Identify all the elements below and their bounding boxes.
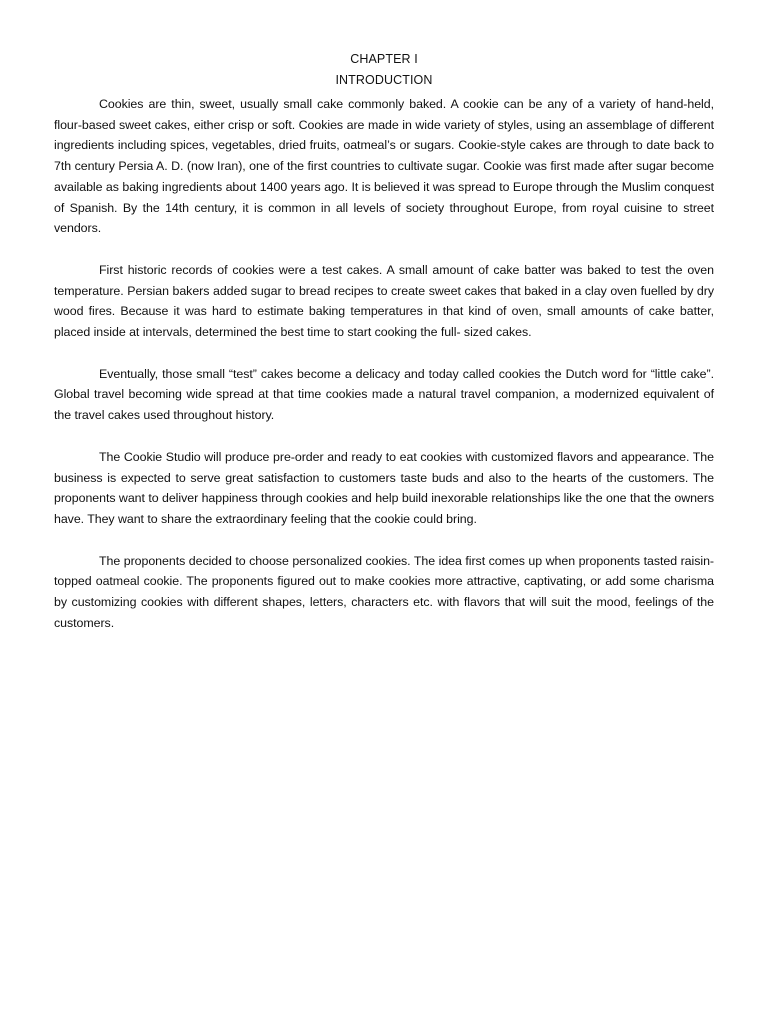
paragraph-personalized-cookies: The proponents decided to choose personalized cookies. The idea first comes up when proponents tasted raisin-topped oatmeal cookie. The proponents figured out to make cookies more attractive, captivating, or add some charisma by customizing cookies with different shapes, letters, characters etc. with flavors that will suit the mood, feelings of the customers. — [54, 553, 714, 630]
section-title: INTRODUCTION — [335, 73, 433, 87]
chapter-heading: CHAPTER I — [350, 52, 418, 66]
paragraph-origins: Cookies are thin, sweet, usually small cake commonly baked. A cookie can be any of a variety of hand-held, flour-based sweet cakes, either crisp or soft. Cookies are made in wide variety of styles, using an assemblage of different ingredients including spices, vegetables, dried fruits, oatmeal’s or sugars. Cookie-style cakes are through to date back to 7th century Persia A. D. (now Iran), one of the first countries to cultivate sugar. Cookie was first made after sugar become available as baking ingredients about 1400 years ago. It is believed it was spread to Europe through the Muslim conquest of Spanish. By the 14th century, it is common in all levels of society throughout Europe, from royal cuisine to street vendors. — [54, 97, 714, 236]
paragraph-delicacy: Eventually, those small “test” cakes become a delicacy and today called cookies the Dutch word for “little cake”. Global travel becoming wide spread at that time cookies made a natural travel companion, a modernized equivalent of the travel cakes used throughout history. — [54, 366, 714, 423]
document-body — [54, 94, 714, 633]
paragraph-test-cakes: First historic records of cookies were a test cakes. A small amount of cake batter was baked to test the oven temperature. Persian bakers added sugar to bread recipes to create sweet cakes that baked in a clay oven fuelled by dry wood fires. Because it was hard to estimate baking temperatures in that kind of oven, small amounts of cake batter, placed inside at intervals, determined the best time to start cooking the full- sized cakes. — [54, 262, 714, 340]
paragraph-cookie-studio: The Cookie Studio will produce pre-order and ready to eat cookies with customized flavors and appearance. The business is expected to serve great satisfaction to customers taste buds and also to the hearts of the customers. The proponents want to deliver happiness through cookies and help build inexorable relationships like the one that the owners have. They want to share the extraordinary feeling that the cookie could bring. — [54, 449, 714, 526]
